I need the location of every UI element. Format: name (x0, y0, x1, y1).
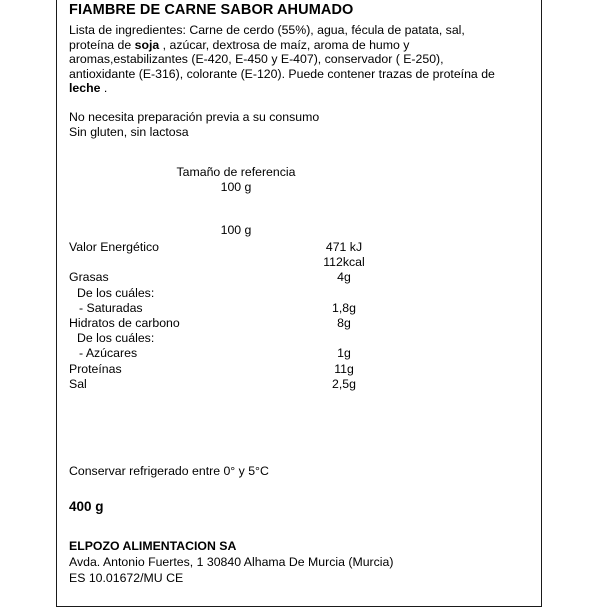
nutrition-row (69, 346, 399, 361)
company-registration: ES 10.01672/MU CE (69, 571, 184, 585)
nutrition-row-value: 8g (337, 315, 351, 330)
company-address: Avda. Antonio Fuertes, 1 30840 Alhama De Murcia (Murcia) (69, 555, 394, 569)
nutrition-row-value: 1g (337, 346, 351, 361)
nutrition-row (69, 331, 399, 346)
reference-size-label: Tamaño de referencia (176, 164, 296, 179)
nutrition-row-value: 471 kJ (325, 239, 363, 254)
ingredients-line-2-suffix: , azúcar, dextrosa de maíz, aroma de humo y (159, 37, 410, 52)
reference-size-value: 100 g (220, 180, 252, 195)
nutrition-row-label: Grasas (69, 270, 109, 285)
nutrition-row-value: 2,5g (332, 376, 356, 391)
nutrition-row-label: - Azúcares (79, 346, 138, 361)
nutrition-row-label: De los cuáles: (77, 331, 155, 346)
ingredients-line-3: aromas,estabilizantes (E-420, E-450 y E-407), conservador ( E-250), (69, 52, 444, 67)
company-name: ELPOZO ALIMENTACION SA (69, 539, 237, 553)
ingredients-line-1: Lista de ingredientes: Carne de cerdo (55%), agua, fécula de patata, sal, (69, 23, 465, 37)
nutrition-row-value: 4g (337, 270, 351, 285)
nutrition-column-header: 100 g (220, 222, 252, 237)
nutrition-table (69, 240, 399, 392)
nutrition-row-label (69, 255, 289, 270)
reference-size-header (69, 165, 531, 196)
company-info (69, 538, 531, 586)
nutrition-row-label: Valor Energético (69, 239, 159, 254)
net-weight: 400 g (69, 499, 104, 514)
nutrition-row-value: 1,8g (332, 300, 356, 315)
nutrition-row-label: Proteínas (69, 361, 122, 376)
nutrition-row-label: Hidratos de carbono (69, 315, 180, 330)
nutrition-row (69, 362, 399, 377)
allergen-leche: leche (69, 81, 101, 96)
nutrition-row-label: De los cuáles: (77, 285, 155, 300)
nutrition-row (69, 301, 399, 316)
page-title: FIAMBRE DE CARNE SABOR AHUMADO (69, 2, 354, 18)
nutrition-row (69, 316, 399, 331)
nutrition-table-body (69, 240, 399, 392)
nutrition-row (69, 240, 399, 255)
storage-instructions: Conservar refrigerado entre 0° y 5°C (69, 464, 269, 478)
nutrition-row (69, 255, 399, 270)
allergen-soja: soja (134, 37, 160, 52)
ingredients-line-2-prefix: proteína de (69, 37, 135, 52)
nutrition-row-value (289, 331, 399, 346)
usage-notes (69, 110, 531, 140)
nutrition-label-frame (56, 0, 542, 607)
nutrition-row-value: 11g (334, 361, 354, 376)
nutrition-row (69, 270, 399, 285)
ingredients-line-5-suffix: . (100, 81, 108, 96)
ingredients-line-4: antioxidante (E-316), colorante (E-120). Puede contener trazas de proteína de (69, 66, 495, 81)
nutrition-row-label: Sal (69, 376, 87, 391)
nutrition-row-value (289, 286, 399, 301)
nutrition-row (69, 377, 399, 392)
nutrition-row-value: 112kcal (323, 255, 365, 270)
allergen-free-note: Sin gluten, sin lactosa (69, 124, 189, 139)
nutrition-row (69, 286, 399, 301)
preparation-note: No necesita preparación previa a su consumo (69, 109, 320, 124)
ingredients-list (69, 23, 521, 96)
nutrition-row-label: - Saturadas (79, 300, 143, 315)
